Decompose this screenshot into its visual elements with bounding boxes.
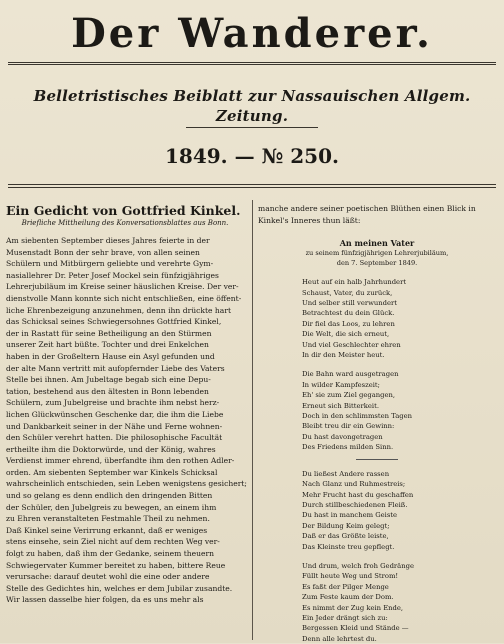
article-line: wahrscheinlich entschieden, sein Leben wenigstens gesichert;	[6, 479, 247, 489]
article-line: Schülern und Mitbürgern geliebte und verehrte Gym-	[6, 259, 214, 269]
article-line: der Schüler, den Jubelgreis zu bewegen, an einem ihm	[6, 502, 217, 512]
article-line: haben in der Großeltern Hause ein Asyl gefunden und	[6, 351, 215, 361]
poem-line: Du ließest Andere rassen	[302, 469, 390, 478]
article-line: orden. Am siebenten September war Kinkels Schicksal	[6, 467, 218, 477]
article-line: zu Ehren veranstalteten Festmahle Theil zu nehmen.	[6, 514, 210, 524]
article-line: der alte Mann vertritt mit aufopfernder Liebe des Vaters	[6, 363, 225, 373]
poem-line: Des Friedens milden Sinn.	[302, 443, 394, 452]
right-column	[258, 203, 496, 644]
poem-stanza-1	[258, 277, 496, 360]
article-line: stens einsehe, sein Ziel nicht auf dem rechten Weg ver-	[6, 537, 220, 547]
article-line: Stelle des Gedichtes hin, welches er dem Jubilar zusandte.	[6, 583, 233, 593]
poem-stanza-2	[258, 369, 496, 452]
poem-line: Ein Jeder drängt sich zu:	[302, 613, 388, 622]
poem-line: Füllt heute Weg und Strom!	[302, 572, 399, 581]
poem-line: Durch stillbeschiedenen Fleiß.	[302, 500, 408, 509]
stanza-divider	[356, 459, 398, 460]
poem-line: Der Bildung Keim gelegt;	[302, 521, 390, 530]
intro-line: Kinkel's Inneres thun läßt:	[258, 215, 361, 225]
poem-line: Erneut sich Bitterkeit.	[302, 401, 379, 410]
poem-line: Das Kleinste treu gepflegt.	[302, 542, 395, 551]
article-line: Verdienst immer ehrend, überfandte ihm den rothen Adler-	[6, 456, 235, 466]
poem-line: Und selber still verwundert	[302, 299, 398, 307]
article-line: Wir lassen dasselbe hier folgen, da es uns mehr als	[6, 595, 204, 605]
article-line: dienstvolle Mann konnte sich nicht entschließen, eine öffent-	[6, 293, 242, 303]
poem-line: Zum Feste kaum der Dom.	[302, 593, 394, 602]
poem-line: Schaust, Vater, du zurück,	[302, 288, 393, 297]
article-line: und so gelang es denn endlich den dringenden Bitten	[6, 491, 213, 501]
poem-subtitle-line-1: zu seinem fünfzigjährigen Lehrerjubiläum,	[305, 249, 449, 258]
poem-line: Doch in den schlimmsten Tagen	[302, 412, 413, 421]
poem-line: Betrachtest du dein Glück.	[302, 309, 395, 318]
poem-line: Nach Glanz und Ruhmestreis;	[302, 480, 406, 489]
poem-line: Daß er das Größte leiste,	[302, 532, 389, 541]
poem-line: Es faßt der Pilger Menge	[302, 582, 389, 591]
article-line: verursache: darauf deutet wohl die eine oder andere	[6, 572, 210, 582]
poem-line: Du hast in manchem Geiste	[302, 511, 398, 520]
issue-number: 1849. — № 250.	[165, 144, 339, 168]
poem-subtitle-line-2: den 7. September 1849.	[336, 258, 418, 267]
poem-stanza-3	[258, 469, 496, 552]
article-line: Lehrerjubiläum im Kreise seiner häuslichen Kreise. Der ver-	[6, 282, 239, 292]
article-line: den Schüler verehrt hatten. Die philosophische Facultät	[6, 433, 223, 443]
intro-line: manche andere seiner poetischen Blüthen einen Blick in	[258, 204, 476, 213]
poem-title: An meinen Vater	[339, 238, 415, 249]
article-line: lichen Glückwünschen Geschenke dar, die ihm die Liebe	[6, 409, 224, 419]
poem-line: Die Welt, die sich erneut,	[302, 330, 390, 339]
masthead-rule-top-2	[8, 64, 496, 65]
poem-line: In wilder Kampfeszeit;	[302, 380, 380, 389]
poem-line: Mehr Frucht hast du geschaffen	[302, 490, 414, 499]
poem-stanza-4	[258, 561, 496, 644]
poem-line: In dir den Meister heut.	[302, 351, 385, 360]
right-intro	[258, 203, 496, 226]
article-line: Musenstadt Bonn der sehr brave, von allen seinen	[6, 247, 200, 257]
article-line: nasiallehrer Dr. Peter Josef Mockel sein fünfzigjähriges	[6, 270, 219, 280]
article-line: das Schicksal seines Schwiegersohnes Gottfried Kinkel,	[6, 317, 222, 327]
article-line: unserer Zeit hart büßte. Tochter und drei Enkelchen	[6, 340, 209, 350]
poem-line: Es nimmt der Zug kein Ende,	[302, 603, 404, 612]
article-line: der in Rastatt für seine Betheiligung an den Stürmen	[6, 328, 212, 338]
article-line: tation, bestehend aus den ältesten in Bonn lebenden	[6, 386, 209, 396]
issue-rule-top	[8, 184, 496, 185]
subtitle-rule	[186, 127, 318, 128]
article-body	[6, 235, 247, 606]
poem-line: Und viel Geschlechter ehren	[302, 340, 401, 349]
article-line: liche Ehrenbezeigung anzunehmen, denn ihn drückte hart	[6, 305, 232, 315]
article-line: Schwiegervater Kummer bereitet zu haben, bittere Reue	[6, 560, 226, 570]
masthead-rule-top	[8, 62, 496, 63]
poem-line: Die Bahn ward ausgetragen	[302, 370, 399, 379]
article-line: Stelle bei ihnen. Am Jubeltage begab sich eine Depu-	[6, 375, 211, 385]
masthead-subtitle: Belletristisches Beiblatt zur Nassauischen Allgem. Zeitung.	[33, 87, 471, 125]
poem-line: Bergessen Kleid und Stände —	[302, 624, 409, 633]
column-divider	[252, 200, 253, 640]
poem-line: Eh' sie zum Ziel gegangen,	[302, 391, 396, 400]
article-line: ertheilte ihm die Doktorwürde, und der König, wahres	[6, 444, 216, 454]
left-column	[6, 203, 247, 606]
article-line: Am siebenten September dieses Jahres feierte in der	[6, 236, 210, 245]
article-line: Daß Kinkel seine Verirrung erkannt, daß er weniges	[6, 525, 208, 535]
issue-rule-bottom	[8, 187, 496, 188]
article-title: Ein Gedicht von Gottfried Kinkel.	[6, 203, 241, 218]
article-line: und Dankbarkeit seiner in der Nähe und Ferne wohnen-	[6, 421, 223, 431]
article-line: Schülern, zum Jubelgreise und brachte ihm nebst herz-	[6, 398, 220, 408]
poem-line: Und drum, welch froh Gedränge	[302, 561, 414, 570]
poem-line: Bleibt treu dir ein Gewinn:	[302, 422, 395, 431]
poem-line: Heut auf ein halb Jahrhundert	[302, 278, 407, 287]
poem-line: Du hast davongetragen	[302, 432, 383, 441]
article-line: folgt zu haben, daß ihm der Gedanke, seinem theuern	[6, 549, 215, 559]
article-source: Briefliche Mittheilung des Konversationsblattes aus Bonn.	[21, 219, 229, 227]
poem-line: Dir fiel das Loos, zu lehren	[302, 319, 395, 328]
poem-line: Denn alle lehrtest du.	[302, 634, 377, 643]
masthead-title: Der Wanderer.	[71, 10, 433, 57]
